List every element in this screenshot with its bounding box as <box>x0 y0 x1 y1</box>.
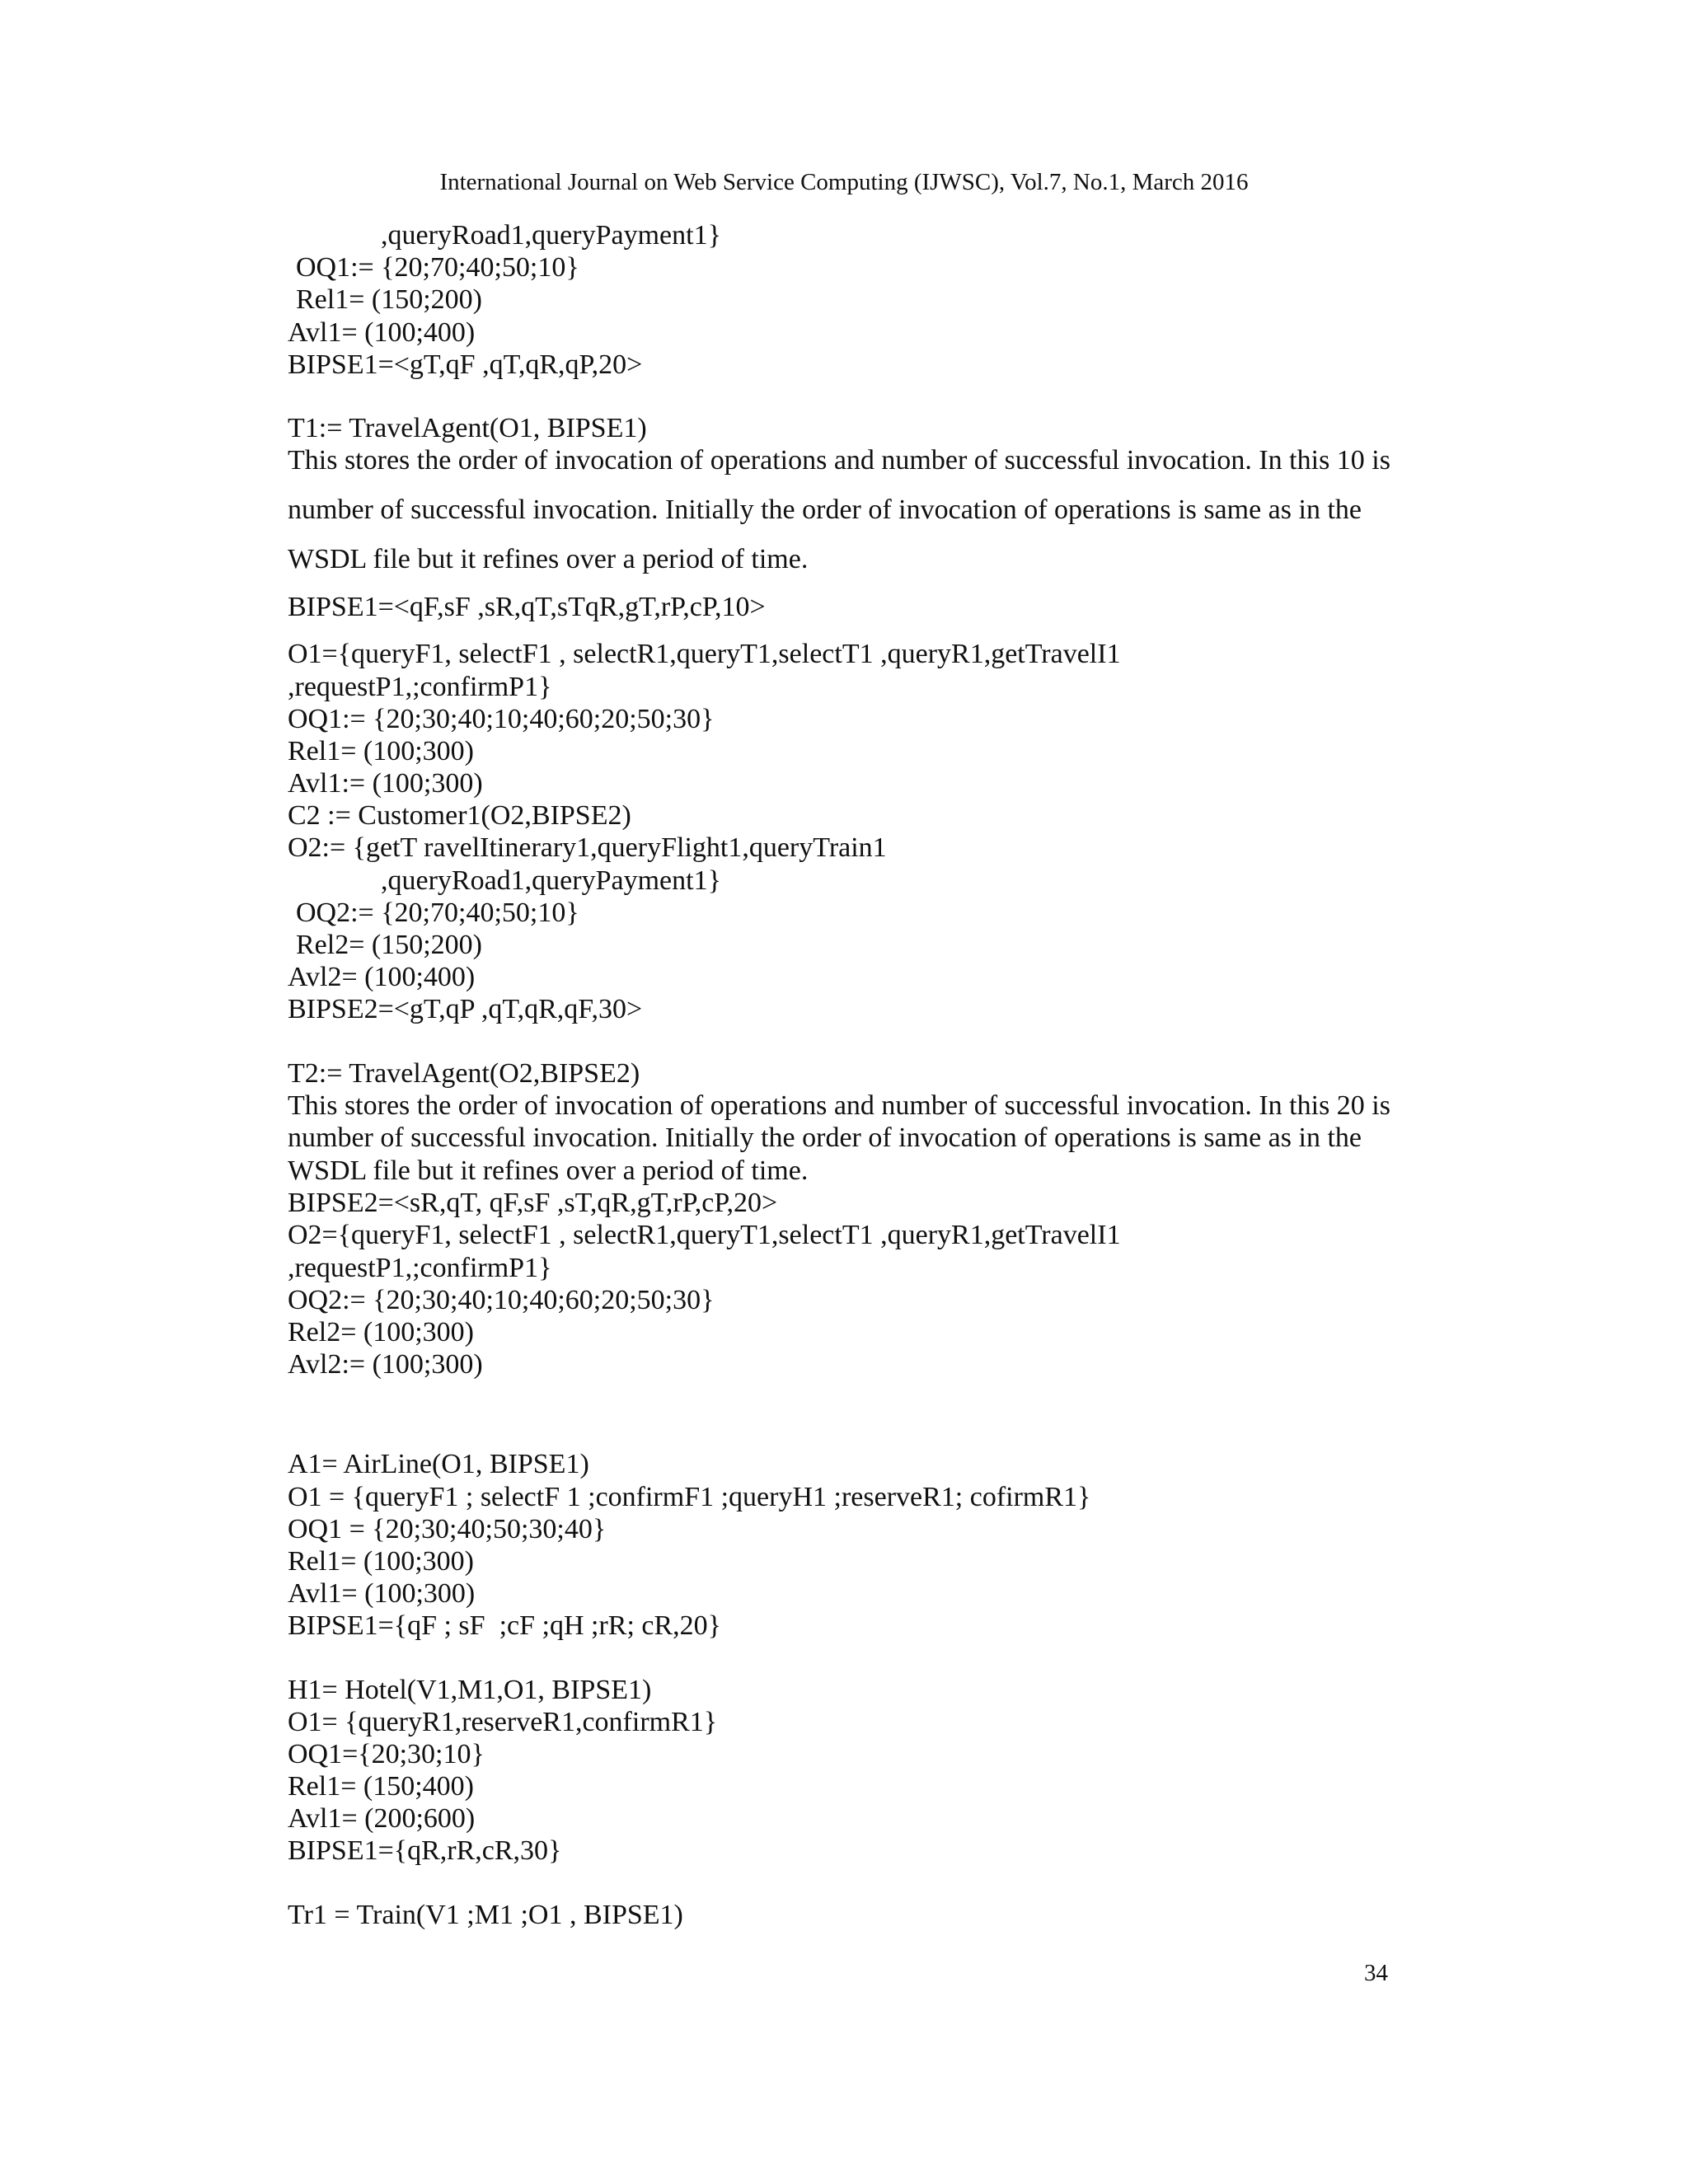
code-line: Avl1= (100;300) <box>288 1578 476 1610</box>
code-line: Avl2:= (100;300) <box>288 1349 483 1380</box>
code-line: OQ2:= {20;30;40;10;40;60;20;50;30} <box>288 1284 715 1315</box>
code-line: Rel1= (100;300) <box>288 735 474 766</box>
code-line: BIPSE1={qF ; sF ;cF ;qH ;rR; cR,20} <box>288 1610 722 1642</box>
code-line: ,queryRoad1,queryPayment1} <box>381 220 721 251</box>
paragraph: This stores the order of invocation of operations and number of successful invocation. In this 20 is number of successful invocation. Initially the order of invocation of operations is same as in the WSDL file but it refines over a period of time. <box>288 1090 1390 1186</box>
code-line: OQ1:= {20;70;40;50;10} <box>296 252 579 284</box>
code-line: ,queryRoad1,queryPayment1} <box>381 865 721 896</box>
code-line: ,requestP1,;confirmP1} <box>288 1252 552 1283</box>
code-line: BIPSE1={qR,rR,cR,30} <box>288 1835 562 1867</box>
running-header: International Journal on Web Service Computing (IJWSC), Vol.7, No.1, March 2016 <box>439 169 1249 195</box>
page-number: 34 <box>1364 1960 1388 1986</box>
code-line: Avl1= (100;400) <box>288 316 476 348</box>
code-line: BIPSE2=<sR,qT, qF,sF ,sT,qR,gT,rP,cP,20> <box>288 1188 778 1219</box>
code-line: OQ2:= {20;70;40;50;10} <box>296 897 579 928</box>
code-line: Avl2= (100;400) <box>288 962 476 993</box>
page-body <box>288 219 1400 1931</box>
code-line: T1:= TravelAgent(O1, BIPSE1) <box>288 412 647 443</box>
code-line: ,requestP1,;confirmP1} <box>288 671 552 702</box>
code-line: Tr1 = Train(V1 ;M1 ;O1 , BIPSE1) <box>288 1899 683 1930</box>
code-line: Avl1= (200;600) <box>288 1803 476 1835</box>
code-line: OQ1 = {20;30;40;50;30;40} <box>288 1513 607 1544</box>
code-line: BIPSE2=<gT,qP ,qT,qR,qF,30> <box>288 994 643 1025</box>
paragraph: This stores the order of invocation of operations and number of successful invocation. In this 10 is number of successful invocation. Initially the order of invocation of operations is same as in the WSDL file but it refines over a period of time. <box>288 445 1390 575</box>
code-line: O1={queryF1, selectF1 , selectR1,queryT1,selectT1 ,queryR1,getTravelI1 <box>288 639 1121 670</box>
code-line: Avl1:= (100;300) <box>288 768 483 799</box>
code-line: OQ1={20;30;10} <box>288 1738 485 1769</box>
code-line: O2={queryF1, selectF1 , selectR1,queryT1,selectT1 ,queryR1,getTravelI1 <box>288 1220 1121 1251</box>
code-line: Rel2= (150;200) <box>296 930 482 960</box>
code-line: A1= AirLine(O1, BIPSE1) <box>288 1449 589 1480</box>
code-line: BIPSE1=<gT,qF ,qT,qR,qP,20> <box>288 349 643 380</box>
code-line: T2:= TravelAgent(O2,BIPSE2) <box>288 1057 640 1089</box>
code-line: C2 := Customer1(O2,BIPSE2) <box>288 800 631 832</box>
code-line: Rel2= (100;300) <box>288 1317 474 1347</box>
code-line: Rel1= (100;300) <box>288 1545 474 1577</box>
code-line: H1= Hotel(V1,M1,O1, BIPSE1) <box>288 1674 652 1705</box>
code-line: Rel1= (150;200) <box>296 284 482 316</box>
code-line: O1= {queryR1,reserveR1,confirmR1} <box>288 1706 718 1737</box>
code-line: OQ1:= {20;30;40;10;40;60;20;50;30} <box>288 703 715 734</box>
code-line: BIPSE1=<qF,sF ,sR,qT,sTqR,gT,rP,cP,10> <box>288 592 766 623</box>
code-line: O2:= {getT ravelItinerary1,queryFlight1,queryTrain1 <box>288 832 887 864</box>
code-line: Rel1= (150;400) <box>288 1771 474 1802</box>
code-line: O1 = {queryF1 ; selectF 1 ;confirmF1 ;queryH1 ;reserveR1; cofirmR1} <box>288 1481 1091 1512</box>
